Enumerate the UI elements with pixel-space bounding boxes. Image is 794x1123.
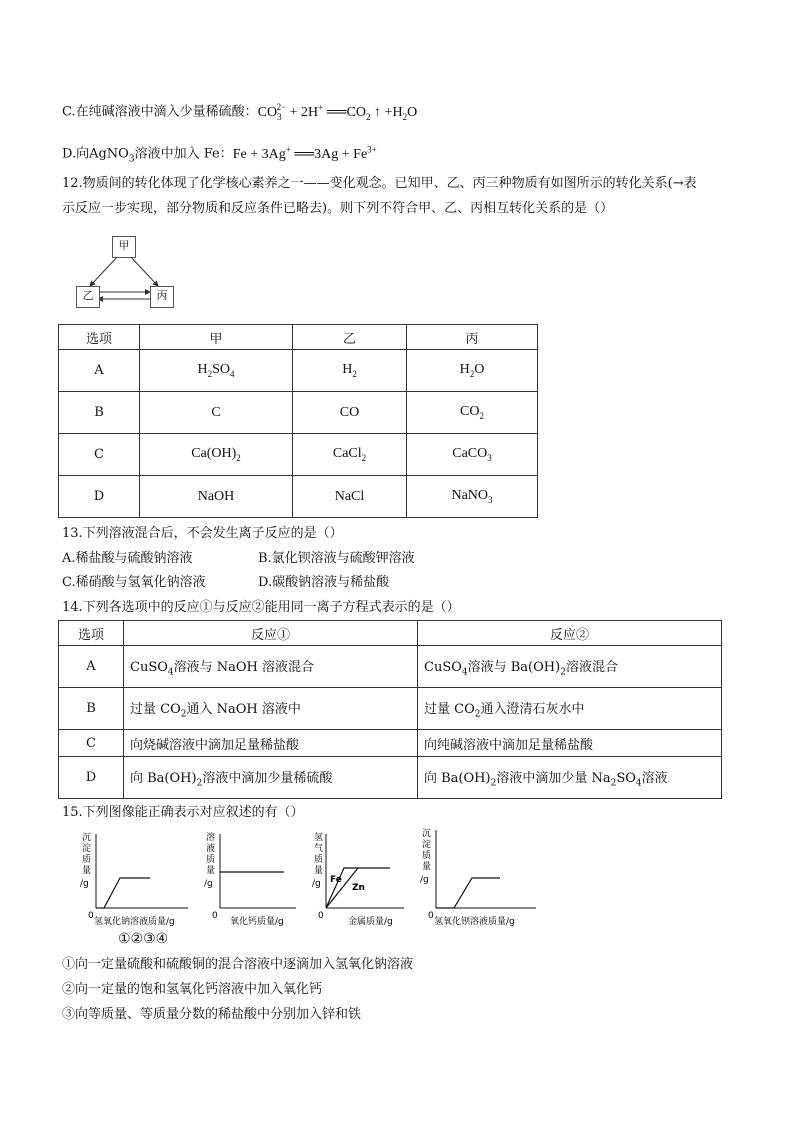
header-jia: 甲 bbox=[140, 325, 293, 350]
table-row bbox=[59, 688, 722, 730]
option-d-text: D.向AgNO bbox=[62, 146, 129, 162]
option-d-equation: Fe + 3Ag+ ══3Ag + $Fe^{3+}$ bbox=[232, 144, 377, 162]
graph-2-xlabel: 氧化钙质量/g bbox=[230, 917, 284, 927]
header-option: 选项 bbox=[59, 325, 140, 350]
q14-stem: 14.下列各选项中的反应①与反应②能用同一离子方程式表示的是（） bbox=[62, 600, 460, 615]
cell-yi: NaCl bbox=[293, 476, 407, 518]
graph-3-origin: 0 bbox=[318, 911, 324, 921]
option-c-equation: $CO_3^{2-} + 2H^+$ $══CO_2$ ↑ $+H_2O$ bbox=[257, 102, 418, 122]
cell-bing: $H_2O$ bbox=[407, 350, 538, 392]
q12-diagram bbox=[74, 236, 174, 312]
row-option: C bbox=[59, 434, 140, 476]
table-row bbox=[59, 434, 538, 476]
cell-jia: $Ca(OH)_2$ bbox=[140, 434, 293, 476]
option-d-line: D.向AgNO$_3$溶液中加入 Fe：Fe + 3Ag+ ══3Ag + $Fe^{3+}$ bbox=[62, 144, 377, 165]
cell-reaction-2: 向纯碱溶液中滴加足量稀盐酸 bbox=[418, 730, 722, 757]
graph-3-label-zn: Zn bbox=[352, 883, 365, 893]
cell-bing: CaCO$_3$ bbox=[407, 434, 538, 476]
cell-yi: CaCl$_2$ bbox=[293, 434, 407, 476]
cell-reaction-1: 向 $Ba(OH)_2$溶液中滴加少量稀硫酸 bbox=[124, 757, 418, 799]
graph-1-origin: 0 bbox=[88, 911, 94, 921]
graph-1-xlabel: 氢氧化钠溶液质量/g bbox=[94, 917, 175, 927]
cell-reaction-1: CuSO$_4$溶液与 NaOH 溶液混合 bbox=[124, 646, 418, 688]
graph-3-xlabel: 金属质量/g bbox=[348, 917, 393, 927]
table-row bbox=[59, 730, 722, 757]
cell-bing: NaNO$_3$ bbox=[407, 476, 538, 518]
q12-stem-line2: 示反应一步实现，部分物质和反应条件已略去)。则下列不符合甲、乙、丙相互转化关系的是（） bbox=[62, 201, 614, 216]
q12-table bbox=[58, 324, 538, 518]
table-row bbox=[59, 757, 722, 799]
row-option: D bbox=[59, 757, 124, 799]
graph-3 bbox=[306, 826, 412, 930]
q15-statement-2: ②向一定量的饱和氢氧化钙溶液中加入氧化钙 bbox=[62, 982, 323, 997]
q15-graph-numbers: ①②③④ bbox=[118, 931, 169, 947]
table-header-row bbox=[59, 325, 538, 350]
q13-option-c: C.稀硝酸与氢氧化钠溶液 bbox=[62, 575, 206, 590]
header-bing: 丙 bbox=[407, 325, 538, 350]
graph-3-label-fe: Fe bbox=[330, 875, 342, 885]
cell-bing: $CO_2$ bbox=[407, 392, 538, 434]
option-c-text: C.在纯碱溶液中滴入少量稀硫酸： bbox=[62, 104, 258, 120]
graph-2-ylabel: 溶液质量/g bbox=[204, 833, 216, 889]
q15-statement-1: ①向一定量硫酸和硫酸铜的混合溶液中逐滴加入氢氧化钠溶液 bbox=[62, 957, 414, 972]
diagram-node-jia: 甲 bbox=[112, 236, 136, 258]
header-yi: 乙 bbox=[293, 325, 407, 350]
q15-stem: 15.下列图像能正确表示对应叙述的有（） bbox=[62, 805, 304, 820]
cell-reaction-2: 向 $Ba(OH)_2$溶液中滴加少量 $Na_2SO_4$溶液 bbox=[418, 757, 722, 799]
cell-jia: C bbox=[140, 392, 293, 434]
row-option: A bbox=[59, 646, 124, 688]
q13-option-d: D.碳酸钠溶液与稀盐酸 bbox=[258, 575, 390, 590]
graph-3-ylabel: 氢气质量/g bbox=[312, 833, 324, 889]
graph-1 bbox=[70, 826, 200, 930]
row-option: B bbox=[59, 688, 124, 730]
header-option: 选项 bbox=[59, 621, 124, 646]
diagram-node-yi: 乙 bbox=[76, 286, 100, 308]
cell-reaction-2: CuSO$_4$溶液与 $Ba(OH)_2$溶液混合 bbox=[418, 646, 722, 688]
q12-stem-line1: 12.物质间的转化体现了化学核心素养之一——变化观念。已知甲、乙、丙三种物质有如图所示的转化关系(→表 bbox=[62, 176, 697, 191]
graph-2 bbox=[196, 826, 306, 930]
q14-table bbox=[58, 620, 722, 799]
cell-jia: NaOH bbox=[140, 476, 293, 518]
q13-option-b: B.氯化钡溶液与硫酸钾溶液 bbox=[258, 551, 415, 566]
row-option: A bbox=[59, 350, 140, 392]
graph-1-ylabel: 沉淀质量/g bbox=[80, 833, 92, 889]
graph-4-curve bbox=[436, 878, 500, 908]
diagram-node-bing: 丙 bbox=[150, 286, 174, 308]
graph-4-origin: 0 bbox=[428, 911, 434, 921]
graph-4 bbox=[412, 826, 546, 930]
cell-yi: CO bbox=[293, 392, 407, 434]
graph-1-curve bbox=[96, 878, 150, 908]
graph-4-xlabel: 氢氧化钡溶液质量/g bbox=[434, 917, 515, 927]
table-row bbox=[59, 392, 538, 434]
header-reaction-1: 反应① bbox=[124, 621, 418, 646]
table-header-row bbox=[59, 621, 722, 646]
option-c-line bbox=[62, 98, 417, 125]
cell-yi: $H_2$ bbox=[293, 350, 407, 392]
graph-4-ylabel: 沉淀质量/g bbox=[420, 829, 432, 885]
row-option: B bbox=[59, 392, 140, 434]
graph-2-origin: 0 bbox=[212, 911, 218, 921]
cell-reaction-1: 过量 $CO_2$通入 NaOH 溶液中 bbox=[124, 688, 418, 730]
table-row bbox=[59, 350, 538, 392]
row-option: C bbox=[59, 730, 124, 757]
q15-statement-3: ③向等质量、等质量分数的稀盐酸中分别加入锌和铁 bbox=[62, 1007, 362, 1022]
table-row bbox=[59, 476, 538, 518]
q13-stem: 13.下列溶液混合后，不会发生离子反应的是（） bbox=[62, 526, 343, 541]
cell-reaction-2: 过量 $CO_2$通入澄清石灰水中 bbox=[418, 688, 722, 730]
q13-option-a: A.稀盐酸与硫酸钠溶液 bbox=[62, 551, 193, 566]
header-reaction-2: 反应② bbox=[418, 621, 722, 646]
row-option: D bbox=[59, 476, 140, 518]
cell-jia: $H_2SO_4$ bbox=[140, 350, 293, 392]
cell-reaction-1: 向烧碱溶液中滴加足量稀盐酸 bbox=[124, 730, 418, 757]
table-row bbox=[59, 646, 722, 688]
